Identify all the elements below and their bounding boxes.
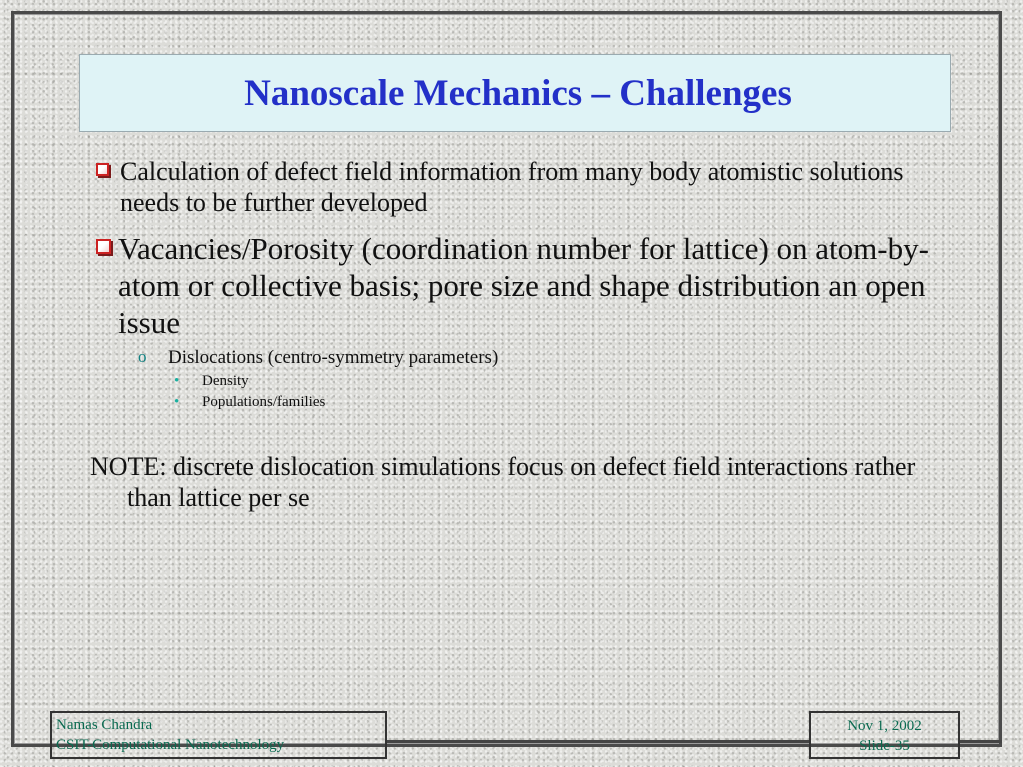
checkbox-square-icon xyxy=(96,163,109,176)
sub-bullet-text: Dislocations (centro-symmetry parameters) xyxy=(168,347,499,368)
dot-bullet-icon: • xyxy=(174,373,180,389)
slide-title: Nanoscale Mechanics – Challenges xyxy=(244,72,792,114)
footer-date: Nov 1, 2002 xyxy=(847,718,922,734)
dot-bullet-icon: • xyxy=(174,394,180,410)
sub-sub-bullet-text: Populations/families xyxy=(202,394,326,410)
slide-content xyxy=(90,156,960,513)
footer-slide-number: Slide-35 xyxy=(859,738,910,754)
footer-date-box xyxy=(809,711,960,759)
title-box xyxy=(79,54,951,132)
note-text: NOTE: discrete dislocation simulations focus on defect field interactions rather than lattice per se xyxy=(90,452,916,512)
footer-author: Namas Chandra xyxy=(56,717,153,733)
sub-sub-bullet-item xyxy=(174,373,960,390)
footer-author-box xyxy=(50,711,387,759)
bullet-text: Calculation of defect field information from many body atomistic solutions needs to be further developed xyxy=(120,157,904,217)
bullet-item xyxy=(96,156,960,218)
bullet-text: Vacancies/Porosity (coordination number for lattice) on atom-by-atom or collective basis; pore size and shape distribution an open issue xyxy=(118,231,929,340)
sub-bullet-item xyxy=(138,347,960,369)
sub-sub-bullet-text: Density xyxy=(202,373,249,389)
bullet-item xyxy=(96,230,960,341)
checkbox-square-icon xyxy=(96,239,111,254)
footer-divider-right xyxy=(960,740,1002,743)
sub-sub-bullet-item xyxy=(174,394,960,411)
circle-bullet-icon: o xyxy=(138,347,147,366)
footer-divider xyxy=(387,740,809,743)
footer-org: CSIT-Computational Nanotechnology xyxy=(56,737,285,753)
